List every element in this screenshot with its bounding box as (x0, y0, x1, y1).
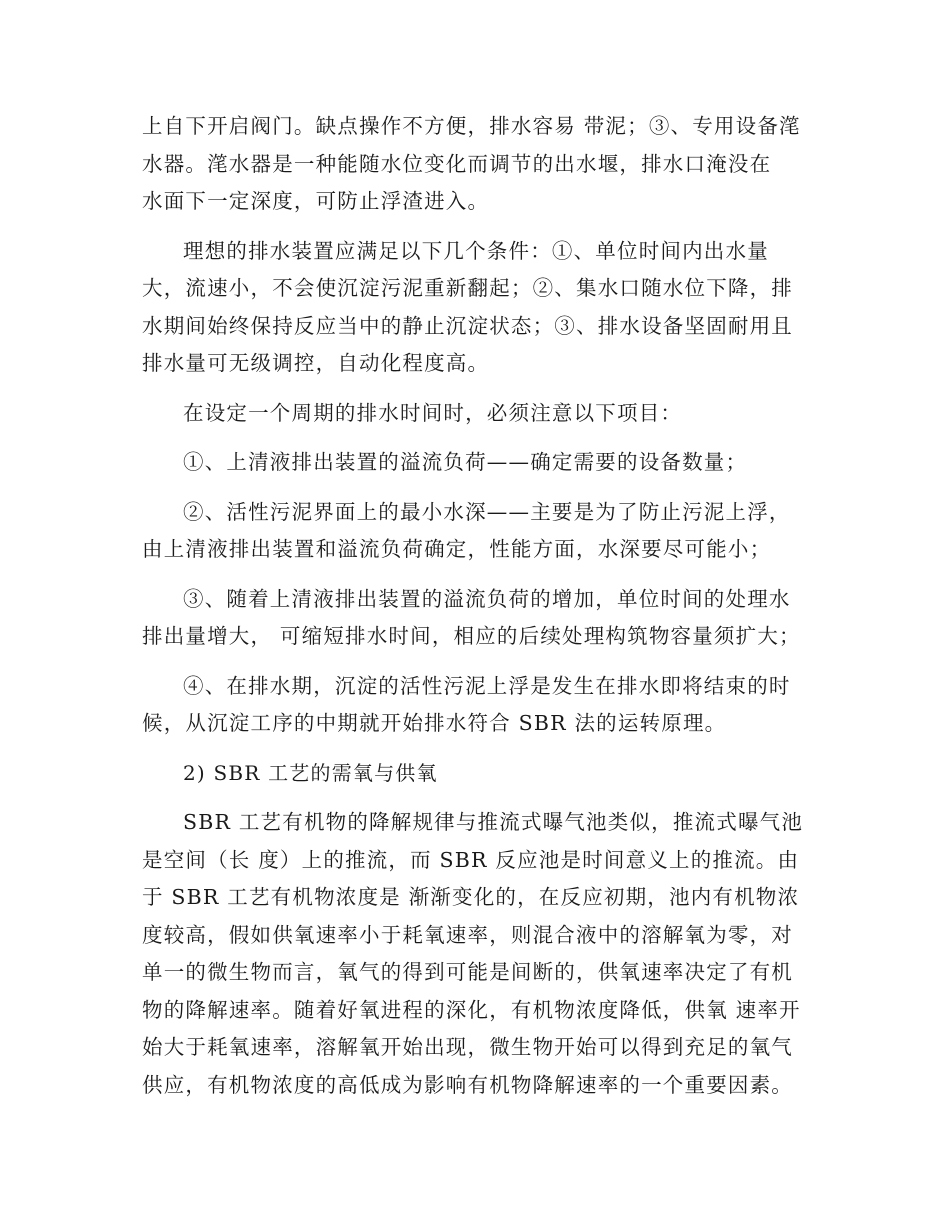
paragraph-drainage-time-intro (142, 395, 808, 433)
text-line: 在设定一个周期的排水时间时，必须注意以下项目： (183, 400, 683, 425)
text-line: ④、在排水期，沉淀的活性污泥上浮是发生在排水即将结束的时 (183, 673, 791, 698)
text-line: ①、上清液排出装置的溢流负荷——确定需要的设备数量； (183, 450, 748, 474)
document-page (142, 108, 808, 1104)
text-line: 物的降解速率。随着好氧进程的深化，有机物浓度降低，供氧 速率开 (142, 997, 801, 1022)
section-heading-oxygen (142, 755, 808, 793)
text-line: 是空间（长 度）上的推流，而 SBR 反应池是时间意义上的推流。由 (142, 847, 800, 872)
list-item-overflow-load (142, 444, 808, 482)
text-line: SBR 工艺有机物的降解规律与推流式曝气池类似，推流式曝气池 (183, 810, 804, 834)
text-line: 排水量可无级调控，自动化程度高。 (142, 351, 490, 375)
text-line: 理想的排水装置应满足以下几个条件：①、单位时间内出水量 (183, 238, 769, 263)
text-line: 由上清液排出装置和溢流负荷确定，性能方面，水深要尽可能小； (142, 537, 772, 561)
text-line: 单一的微生物而言，氧气的得到可能是间断的，供氧速率决定了有机 (142, 960, 793, 984)
text-line: 度较高，假如供氧速率小于耗氧速率，则混合液中的溶解氧为零，对 (142, 922, 793, 947)
text-line: ②、活性污泥界面上的最小水深——主要是为了防止污泥上浮， (183, 499, 791, 524)
section-heading-text: 2) SBR 工艺的需氧与供氧 (183, 760, 438, 785)
text-line: 排出量增大， 可缩短排水时间，相应的后续处理构筑物容量须扩大； (142, 624, 801, 648)
list-item-min-water-depth (142, 494, 808, 569)
text-line: 始大于耗氧速率，溶解氧开始出现，微生物开始可以得到充足的氧气 (142, 1035, 793, 1059)
text-line: 水器。滗水器是一种能随水位变化而调节的出水堰，排水口淹没在 (142, 151, 772, 176)
list-item-sludge-floating (142, 668, 808, 743)
text-line: 水面下一定深度，可防止浮渣进入。 (142, 189, 490, 213)
paragraph-ideal-drainage-conditions (142, 233, 808, 383)
text-line: 于 SBR 工艺有机物浓度是 渐渐变化的，在反应初期，池内有机物浓 (142, 885, 800, 909)
text-line: ③、随着上清液排出装置的溢流负荷的增加，单位时间的处理水 (183, 586, 791, 611)
text-line: 大，流速小，不会使沉淀污泥重新翻起；②、集水口随水位下降，排 (142, 276, 793, 300)
paragraph-oxygen-demand (142, 804, 808, 1104)
text-line: 供应，有机物浓度的高低成为影响有机物降解速率的一个重要因素。 (142, 1072, 793, 1097)
paragraph-drainage-equipment (142, 108, 808, 221)
text-line: 候，从沉淀工序的中期就开始排水符合 SBR 法的运转原理。 (142, 711, 727, 735)
list-item-discharge-increase (142, 581, 808, 656)
text-line: 水期间始终保持反应当中的静止沉淀状态；③、排水设备坚固耐用且 (142, 313, 793, 338)
text-line: 上自下开启阀门。缺点操作不方便，排水容易 带泥；③、专用设备滗 (142, 114, 801, 138)
